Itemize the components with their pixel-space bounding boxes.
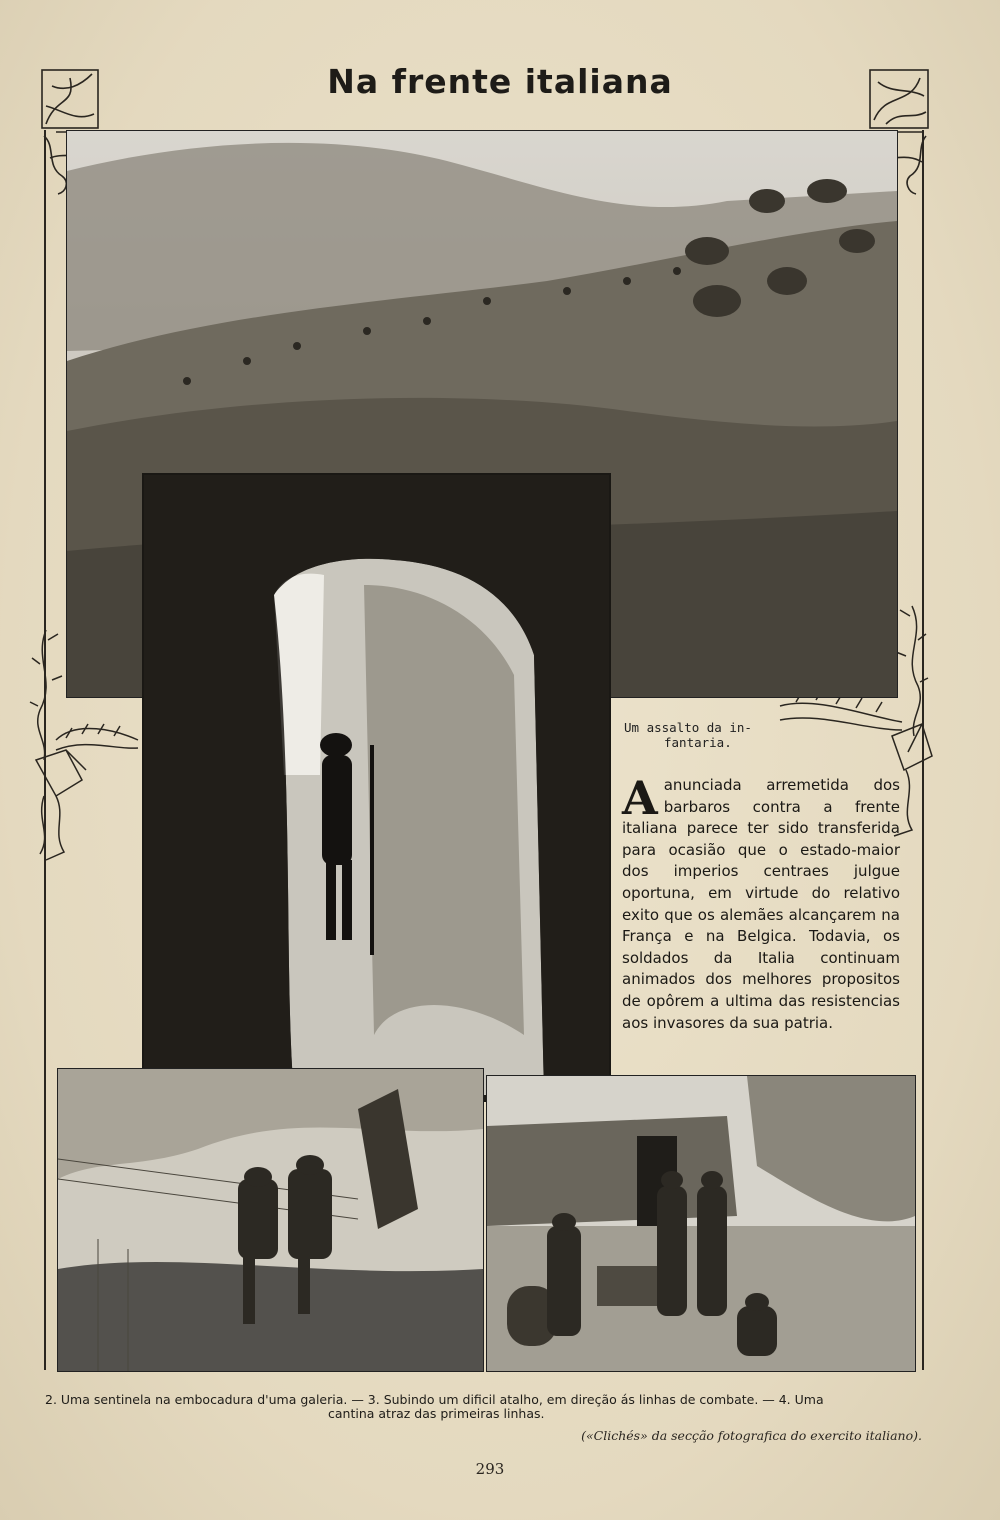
photo-canteen: [486, 1075, 916, 1372]
photos-caption-line2: cantina atraz das primeiras linhas.: [328, 1406, 545, 1421]
page-number: 293: [475, 1460, 505, 1478]
infantry-caption-line2: fantaria.: [664, 735, 732, 750]
photos-caption-line1: 2. Uma sentinela na embocadura d'uma galeria. — 3. Subindo um dificil atalho, em direção ás linhas de combate. — 4. Uma: [45, 1392, 824, 1407]
infantry-caption-line1: Um assalto da in-: [624, 720, 752, 735]
article-text: anunciada arremetida dos barbaros contra a frente italiana parece ter sido transferida para ocasião que o estado-maior dos imperios centraes julgue oportuna, em virtude do relativo exito que os alemães alcançarem na França e na Belgica. Todavia, os soldados da Italia continuam animados dos melhores propositos de opôrem a ultima das resistencias aos invasores da sua patria.: [622, 776, 900, 1032]
photo-climbing-path: [57, 1068, 484, 1372]
photos-caption: [45, 1393, 945, 1421]
infantry-caption: [624, 720, 774, 750]
photo-sentinel-gallery-image: [144, 475, 609, 1100]
photo-canteen-image: [487, 1076, 915, 1371]
photo-climbing-path-image: [58, 1069, 483, 1371]
article-dropcap: A: [622, 771, 658, 825]
photo-sentinel-gallery: [142, 473, 611, 1102]
article-body: [622, 771, 900, 1034]
page-title: Na frente italiana: [327, 62, 673, 101]
photo-credit: («Clichés» da secção fotografica do exercito italiano).: [581, 1428, 922, 1443]
